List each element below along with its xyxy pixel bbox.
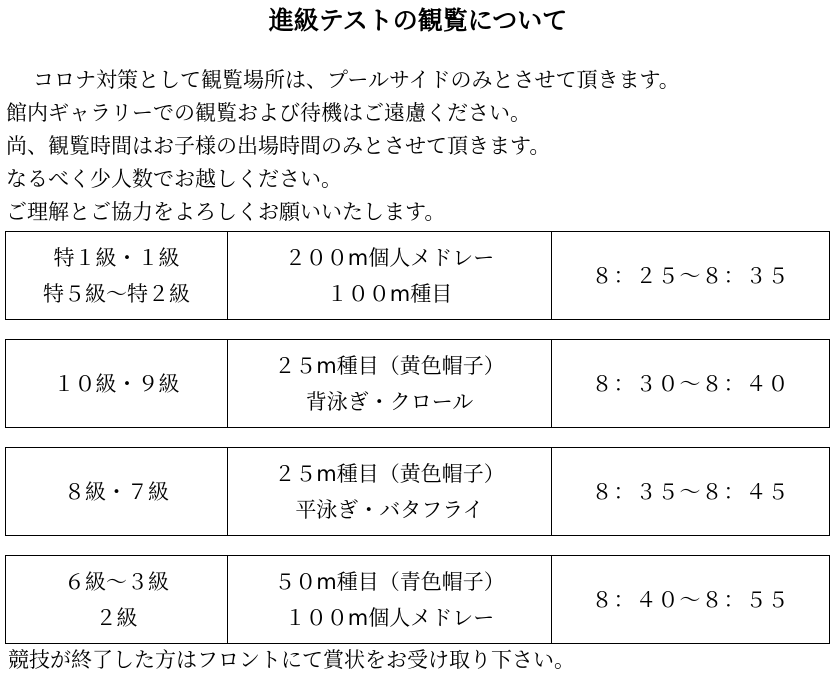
event-cell <box>228 448 552 536</box>
intro-line: ご理解とご協力をよろしくお願いいたします。 <box>6 200 446 224</box>
time-cell: ８：２５～８：３５ <box>552 232 830 320</box>
table-row <box>6 232 830 320</box>
event-cell <box>228 340 552 428</box>
event-line: ５０m種目（青色帽子） <box>274 569 505 594</box>
time-cell: ８：４０～８：５５ <box>552 556 830 644</box>
schedule-table-3 <box>5 447 830 536</box>
event-cell <box>228 232 552 320</box>
grade-line: ６級～３級 <box>64 569 169 594</box>
grade-line: １０級・９級 <box>53 371 180 396</box>
intro-text <box>6 64 832 229</box>
grade-line: 特５級～特２級 <box>43 281 190 306</box>
table-row <box>6 556 830 644</box>
intro-line: 尚、観覧時間はお子様の出場時間のみとさせて頂きます。 <box>6 134 551 158</box>
page-title: 進級テストの観覧について <box>268 6 568 35</box>
time-cell: ８：３０～８：４０ <box>552 340 830 428</box>
event-line: １００m種目 <box>326 281 453 306</box>
event-line: 背泳ぎ・クロール <box>305 389 474 414</box>
table-row <box>6 448 830 536</box>
grade-line: ８級・７級 <box>64 479 169 504</box>
grade-cell <box>6 556 228 644</box>
event-line: ２５m種目（黄色帽子） <box>274 461 505 486</box>
schedule-table-4 <box>5 555 830 644</box>
table-row <box>6 340 830 428</box>
intro-line: 館内ギャラリーでの観覧および待機はご遠慮ください。 <box>6 101 531 125</box>
intro-line: コロナ対策として観覧場所は、プールサイドのみとさせて頂きます。 <box>33 68 680 92</box>
grade-cell <box>6 232 228 320</box>
event-line: ２５m種目（黄色帽子） <box>274 353 505 378</box>
intro-line: なるべく少人数でお越しください。 <box>6 167 342 191</box>
schedule-table-1 <box>5 231 830 320</box>
grade-line: 特１級・１級 <box>53 245 180 270</box>
time-cell: ８：３５～８：４５ <box>552 448 830 536</box>
event-line: １００m個人メドレー <box>284 605 495 630</box>
grade-cell <box>6 340 228 428</box>
grade-line: ２級 <box>95 605 138 630</box>
footer-note: 競技が終了した方はフロントにて賞状をお受け取り下さい。 <box>8 648 575 672</box>
event-cell <box>228 556 552 644</box>
schedule-table-2 <box>5 339 830 428</box>
event-line: ２００m個人メドレー <box>284 245 495 270</box>
grade-cell <box>6 448 228 536</box>
event-line: 平泳ぎ・バタフライ <box>295 497 484 522</box>
